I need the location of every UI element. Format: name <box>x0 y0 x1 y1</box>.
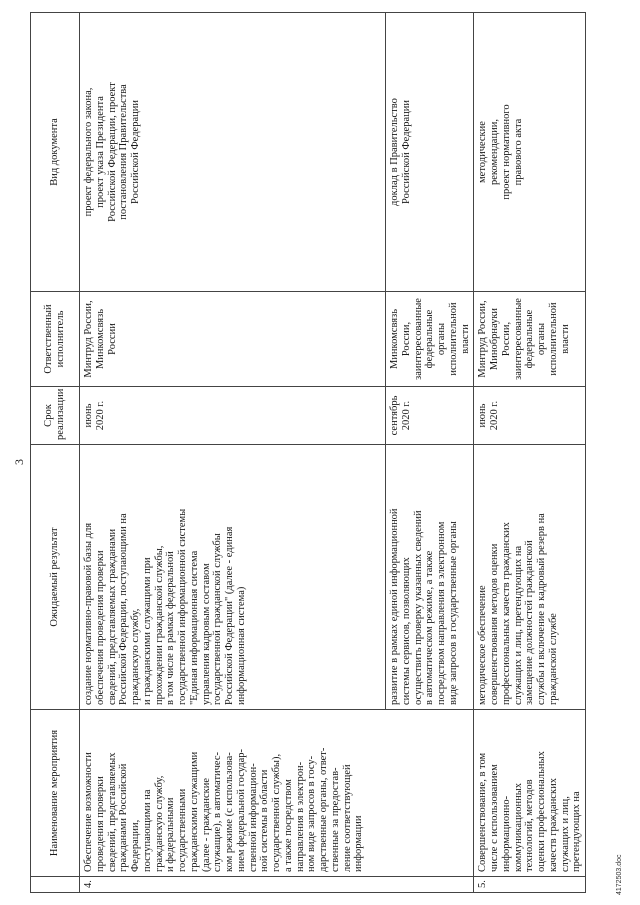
header-term-line: Срок <box>43 404 55 427</box>
text-line: проект федерального закона, <box>83 87 94 217</box>
text-line: Минкомсвязь <box>389 308 400 370</box>
text-line: Российской Федерации <box>400 100 412 204</box>
text-line: в том числе в рамках федеральной <box>165 551 177 705</box>
text-line: федеральные <box>424 309 436 369</box>
text-line: служащие), в автоматичес- <box>212 751 224 872</box>
text-line: коммуникационных <box>512 782 524 872</box>
text-line: развитие в рамках единой информационной <box>389 508 400 705</box>
text-line: (далее - гражданские <box>200 777 212 872</box>
text-line: Минкомсвязь <box>94 308 106 370</box>
text-line: системы сервисов, позволяющих <box>400 557 412 705</box>
header-responsible-line: исполнитель <box>55 310 66 368</box>
text-line: "Единая информационная система <box>188 550 200 705</box>
text-line: гражданскую службу, <box>130 608 141 705</box>
row-number: 4. <box>80 877 474 893</box>
header-num <box>31 877 80 893</box>
text-line: профессиональных качеств гражданских <box>500 522 512 705</box>
measure-name <box>474 710 586 877</box>
text-line: методическое обеспечение <box>477 585 489 705</box>
text-line: а также посредством <box>282 779 294 872</box>
text-line: гражданской службе <box>547 613 559 705</box>
text-line: претендующих на <box>571 791 583 872</box>
text-line: ственной информацион- <box>247 763 259 872</box>
text-line: ственные за предостав- <box>329 767 341 872</box>
text-line: осуществить проверку указанных сведений <box>412 510 424 705</box>
table-row <box>474 13 586 893</box>
text-line: июнь <box>83 403 94 428</box>
header-responsible <box>31 292 80 387</box>
text-line: Минтруд России, <box>83 300 94 378</box>
text-line: и федеральными <box>165 797 177 872</box>
text-line: федеральные <box>524 309 536 369</box>
text-line: власти <box>559 324 571 354</box>
responsible <box>474 292 586 387</box>
header-responsible-line: Ответственный <box>43 304 55 374</box>
text-line: управления кадровым составом <box>200 563 212 705</box>
text-line: числе с использованием <box>489 764 500 872</box>
text-line: служащих и лиц, <box>559 796 571 872</box>
text-line: сведений, представляемых гражданами <box>106 528 118 705</box>
header-result: Ожидаемый результат <box>31 445 80 710</box>
text-line: и гражданскими служащими при <box>141 557 153 705</box>
document-id: 4172503.doc <box>616 854 623 895</box>
text-line: заинтересованные <box>412 298 424 380</box>
text-line: сведений, представляемых <box>106 752 118 872</box>
table-header-row <box>31 13 80 893</box>
text-line: исполнительной <box>547 302 559 376</box>
expected-result <box>80 445 386 710</box>
text-line: России <box>106 323 118 355</box>
text-line: Российской Федерации <box>130 100 141 204</box>
doc-type <box>474 13 586 292</box>
text-line: информационно- <box>500 795 512 872</box>
table-row <box>80 13 386 893</box>
term <box>474 387 586 445</box>
text-line: ном виде запросов в госу- <box>306 755 318 872</box>
text-line: государственной службы), <box>271 753 282 872</box>
text-line: Минтруд России, <box>477 300 489 378</box>
text-line: службы и включение в кадровый резерв на <box>536 513 547 705</box>
text-line: совершенствования методов оценки <box>489 543 500 705</box>
header-term <box>31 387 80 445</box>
text-line: Российской Федерации, проект <box>106 82 118 222</box>
text-line: проект указа Президента <box>94 96 106 208</box>
text-line: служащих и лиц, претендующих на <box>512 545 524 705</box>
text-line: поступающими на <box>141 789 153 872</box>
text-line: замещение должностей гражданской <box>524 540 536 705</box>
expected-result <box>474 445 586 710</box>
text-line: ной системы в области <box>259 769 271 872</box>
expected-result <box>386 445 474 710</box>
text-line: Минобрнауки <box>489 307 500 371</box>
term <box>80 387 386 445</box>
text-line: ление соответствующей <box>341 764 353 872</box>
text-line: проведения проверки <box>94 776 106 872</box>
text-line: обеспечения проведения проверки <box>94 550 106 705</box>
text-line: 2020 г. <box>489 400 500 431</box>
text-line: создание нормативно-правовой базы для <box>83 522 94 705</box>
text-line: гражданскую службу, <box>153 775 165 872</box>
text-line: гражданскими служащими <box>188 751 200 872</box>
doc-type <box>386 13 474 292</box>
text-line: технологий, методов <box>524 779 536 872</box>
text-line: Обеспечение возможности <box>83 752 94 872</box>
text-line: направления в электрон- <box>294 761 306 872</box>
text-line: Федерации, <box>130 819 141 872</box>
text-line: проект нормативного <box>500 104 512 200</box>
text-line: государственной гражданской службы <box>212 533 224 705</box>
text-line: власти <box>459 324 471 354</box>
text-line: сентябрь <box>389 395 400 436</box>
text-line: нием федеральной государ- <box>235 748 247 872</box>
text-line: государственными <box>177 788 188 872</box>
header-name: Наименование мероприятия <box>31 710 80 877</box>
text-line: методические <box>477 121 489 183</box>
measure-name <box>80 710 474 877</box>
text-line: оценки профессиональных <box>536 751 547 872</box>
text-line: правового акта <box>512 118 524 186</box>
text-line: органы <box>436 322 447 356</box>
text-line: государственной информационной системы <box>177 508 188 705</box>
text-line: Российской Федерации, поступающими на <box>118 513 130 705</box>
text-line: органы <box>536 322 547 356</box>
text-line: посредством направления в электронном <box>436 521 447 705</box>
text-line: в автоматическом режиме, а также <box>424 550 436 705</box>
text-line: ком режиме (с использова- <box>224 752 235 872</box>
action-plan-table <box>30 12 586 893</box>
responsible <box>386 292 474 387</box>
text-line: России, <box>500 321 512 357</box>
responsible <box>80 292 386 387</box>
header-doc-type: Вид документа <box>31 13 80 292</box>
text-line: дарственные органы, ответ- <box>318 747 329 872</box>
text-line: доклад в Правительство <box>389 98 400 206</box>
doc-type <box>80 13 386 292</box>
row-number: 5. <box>474 877 586 893</box>
text-line: гражданами Российской <box>118 763 130 872</box>
text-line: виде запросов в государственные органы <box>447 521 459 705</box>
header-term-line: реализации <box>55 388 66 440</box>
text-line: Российской Федерации" (далее - единая <box>224 526 235 705</box>
text-line: 2020 г. <box>400 400 412 431</box>
text-line: России, <box>400 321 412 357</box>
text-line: прохождении гражданской службы, <box>153 545 165 705</box>
text-line: июнь <box>477 403 489 428</box>
text-line: заинтересованные <box>512 298 524 380</box>
text-line: качеств гражданских <box>547 778 559 872</box>
text-line: 2020 г. <box>94 400 106 431</box>
text-line: информации <box>353 815 365 872</box>
text-line: рекомендации, <box>489 119 500 185</box>
page-number: 3 <box>12 459 26 465</box>
term <box>386 387 474 445</box>
text-line: исполнительной <box>447 302 459 376</box>
text-line: постановления Правительства <box>118 84 130 220</box>
text-line: Совершенствование, в том <box>477 752 489 872</box>
text-line: информационная система) <box>235 586 247 705</box>
